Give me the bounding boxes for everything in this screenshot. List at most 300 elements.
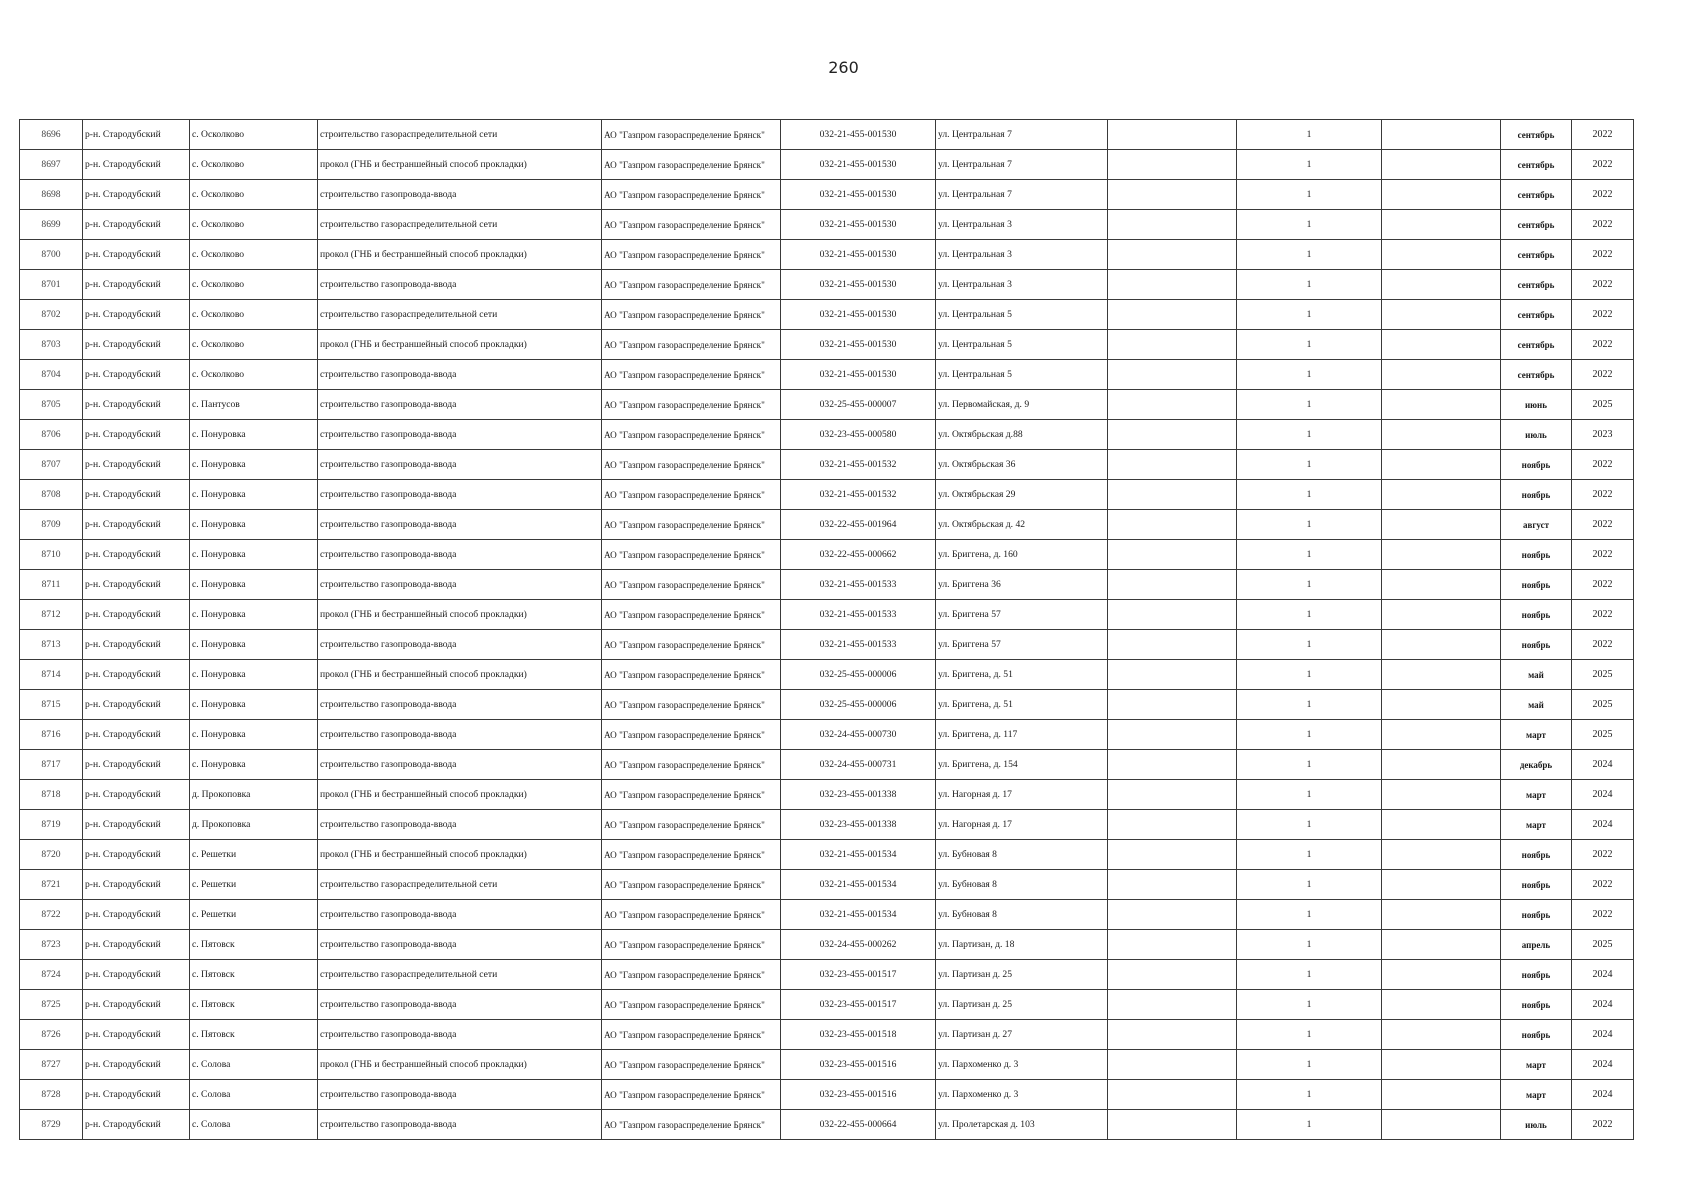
work-type-cell: строительство газопровода-ввода: [318, 810, 602, 840]
object-code-cell: 032-23-455-001338: [781, 780, 936, 810]
work-type-cell: строительство газопровода-ввода: [318, 420, 602, 450]
row-number: 8707: [20, 450, 83, 480]
district-cell: р-н. Стародубский: [83, 1110, 190, 1140]
district-cell: р-н. Стародубский: [83, 870, 190, 900]
object-code-cell: 032-21-455-001530: [781, 210, 936, 240]
empty-cell: [1382, 390, 1501, 420]
month-cell: май: [1501, 690, 1572, 720]
settlement-cell: с. Понуровка: [190, 690, 318, 720]
district-cell: р-н. Стародубский: [83, 900, 190, 930]
address-cell: ул. Бриггена, д. 117: [936, 720, 1108, 750]
month-cell: ноябрь: [1501, 450, 1572, 480]
year-cell: 2025: [1572, 390, 1634, 420]
table-row: [20, 390, 1634, 420]
district-cell: р-н. Стародубский: [83, 720, 190, 750]
empty-cell: [1382, 450, 1501, 480]
quantity-cell: 1: [1237, 1110, 1382, 1140]
address-cell: ул. Бриггена 57: [936, 600, 1108, 630]
object-code-cell: 032-21-455-001530: [781, 120, 936, 150]
table-row: [20, 570, 1634, 600]
work-type-cell: прокол (ГНБ и бестраншейный способ прокладки): [318, 240, 602, 270]
year-cell: 2022: [1572, 450, 1634, 480]
work-type-cell: строительство газопровода-ввода: [318, 540, 602, 570]
empty-cell: [1382, 270, 1501, 300]
settlement-cell: с. Понуровка: [190, 540, 318, 570]
work-type-cell: строительство газопровода-ввода: [318, 270, 602, 300]
settlement-cell: с. Понуровка: [190, 480, 318, 510]
year-cell: 2025: [1572, 660, 1634, 690]
quantity-cell: 1: [1237, 510, 1382, 540]
organization-cell: АО "Газпром газораспределение Брянск": [602, 990, 781, 1020]
table-row: [20, 480, 1634, 510]
organization-cell: АО "Газпром газораспределение Брянск": [602, 420, 781, 450]
district-cell: р-н. Стародубский: [83, 810, 190, 840]
month-cell: апрель: [1501, 930, 1572, 960]
empty-cell: [1108, 960, 1237, 990]
table-row: [20, 540, 1634, 570]
object-code-cell: 032-23-455-001517: [781, 990, 936, 1020]
address-cell: ул. Центральная 7: [936, 180, 1108, 210]
object-code-cell: 032-21-455-001532: [781, 450, 936, 480]
object-code-cell: 032-21-455-001530: [781, 330, 936, 360]
month-cell: ноябрь: [1501, 870, 1572, 900]
address-cell: ул. Нагорная д. 17: [936, 780, 1108, 810]
month-cell: май: [1501, 660, 1572, 690]
object-code-cell: 032-21-455-001532: [781, 480, 936, 510]
object-code-cell: 032-21-455-001530: [781, 180, 936, 210]
empty-cell: [1382, 900, 1501, 930]
organization-cell: АО "Газпром газораспределение Брянск": [602, 180, 781, 210]
month-cell: сентябрь: [1501, 270, 1572, 300]
object-code-cell: 032-23-455-001517: [781, 960, 936, 990]
quantity-cell: 1: [1237, 390, 1382, 420]
table-row: [20, 900, 1634, 930]
year-cell: 2022: [1572, 330, 1634, 360]
settlement-cell: с. Решетки: [190, 900, 318, 930]
settlement-cell: с. Понуровка: [190, 630, 318, 660]
empty-cell: [1108, 630, 1237, 660]
organization-cell: АО "Газпром газораспределение Брянск": [602, 300, 781, 330]
object-code-cell: 032-24-455-000262: [781, 930, 936, 960]
table-row: [20, 750, 1634, 780]
month-cell: ноябрь: [1501, 540, 1572, 570]
settlement-cell: с. Понуровка: [190, 660, 318, 690]
organization-cell: АО "Газпром газораспределение Брянск": [602, 1080, 781, 1110]
year-cell: 2022: [1572, 150, 1634, 180]
address-cell: ул. Октябрьская 36: [936, 450, 1108, 480]
organization-cell: АО "Газпром газораспределение Брянск": [602, 960, 781, 990]
settlement-cell: с. Солова: [190, 1050, 318, 1080]
district-cell: р-н. Стародубский: [83, 270, 190, 300]
quantity-cell: 1: [1237, 1080, 1382, 1110]
table-row: [20, 510, 1634, 540]
month-cell: сентябрь: [1501, 300, 1572, 330]
district-cell: р-н. Стародубский: [83, 510, 190, 540]
quantity-cell: 1: [1237, 930, 1382, 960]
row-number: 8721: [20, 870, 83, 900]
object-code-cell: 032-25-455-000007: [781, 390, 936, 420]
row-number: 8729: [20, 1110, 83, 1140]
district-cell: р-н. Стародубский: [83, 240, 190, 270]
district-cell: р-н. Стародубский: [83, 780, 190, 810]
settlement-cell: с. Понуровка: [190, 450, 318, 480]
district-cell: р-н. Стародубский: [83, 360, 190, 390]
organization-cell: АО "Газпром газораспределение Брянск": [602, 150, 781, 180]
year-cell: 2022: [1572, 630, 1634, 660]
district-cell: р-н. Стародубский: [83, 1080, 190, 1110]
object-code-cell: 032-23-455-000580: [781, 420, 936, 450]
row-number: 8700: [20, 240, 83, 270]
settlement-cell: д. Прокоповка: [190, 780, 318, 810]
address-cell: ул. Центральная 3: [936, 210, 1108, 240]
object-code-cell: 032-21-455-001534: [781, 900, 936, 930]
row-number: 8720: [20, 840, 83, 870]
empty-cell: [1382, 660, 1501, 690]
quantity-cell: 1: [1237, 720, 1382, 750]
empty-cell: [1108, 450, 1237, 480]
row-number: 8696: [20, 120, 83, 150]
object-code-cell: 032-21-455-001534: [781, 870, 936, 900]
address-cell: ул. Бубновая 8: [936, 870, 1108, 900]
organization-cell: АО "Газпром газораспределение Брянск": [602, 330, 781, 360]
object-code-cell: 032-23-455-001338: [781, 810, 936, 840]
object-code-cell: 032-21-455-001533: [781, 600, 936, 630]
settlement-cell: с. Решетки: [190, 870, 318, 900]
address-cell: ул. Нагорная д. 17: [936, 810, 1108, 840]
organization-cell: АО "Газпром газораспределение Брянск": [602, 900, 781, 930]
year-cell: 2024: [1572, 750, 1634, 780]
quantity-cell: 1: [1237, 150, 1382, 180]
organization-cell: АО "Газпром газораспределение Брянск": [602, 690, 781, 720]
work-type-cell: строительство газопровода-ввода: [318, 630, 602, 660]
table-row: [20, 420, 1634, 450]
row-number: 8726: [20, 1020, 83, 1050]
empty-cell: [1108, 240, 1237, 270]
organization-cell: АО "Газпром газораспределение Брянск": [602, 390, 781, 420]
empty-cell: [1108, 570, 1237, 600]
district-cell: р-н. Стародубский: [83, 180, 190, 210]
organization-cell: АО "Газпром газораспределение Брянск": [602, 660, 781, 690]
empty-cell: [1382, 630, 1501, 660]
quantity-cell: 1: [1237, 120, 1382, 150]
month-cell: июль: [1501, 1110, 1572, 1140]
empty-cell: [1108, 540, 1237, 570]
work-type-cell: строительство газопровода-ввода: [318, 570, 602, 600]
settlement-cell: с. Солова: [190, 1080, 318, 1110]
empty-cell: [1108, 690, 1237, 720]
address-cell: ул. Центральная 5: [936, 360, 1108, 390]
row-number: 8719: [20, 810, 83, 840]
address-cell: ул. Бриггена, д. 160: [936, 540, 1108, 570]
month-cell: ноябрь: [1501, 600, 1572, 630]
empty-cell: [1382, 210, 1501, 240]
object-code-cell: 032-21-455-001530: [781, 270, 936, 300]
month-cell: сентябрь: [1501, 210, 1572, 240]
address-cell: ул. Центральная 5: [936, 330, 1108, 360]
address-cell: ул. Центральная 5: [936, 300, 1108, 330]
object-code-cell: 032-21-455-001530: [781, 300, 936, 330]
empty-cell: [1108, 780, 1237, 810]
settlement-cell: с. Осколково: [190, 300, 318, 330]
organization-cell: АО "Газпром газораспределение Брянск": [602, 360, 781, 390]
settlement-cell: с. Осколково: [190, 120, 318, 150]
address-cell: ул. Пархоменко д. 3: [936, 1050, 1108, 1080]
row-number: 8703: [20, 330, 83, 360]
row-number: 8702: [20, 300, 83, 330]
month-cell: ноябрь: [1501, 840, 1572, 870]
district-cell: р-н. Стародубский: [83, 690, 190, 720]
work-type-cell: строительство газопровода-ввода: [318, 990, 602, 1020]
district-cell: р-н. Стародубский: [83, 630, 190, 660]
work-type-cell: строительство газопровода-ввода: [318, 480, 602, 510]
row-number: 8706: [20, 420, 83, 450]
quantity-cell: 1: [1237, 630, 1382, 660]
year-cell: 2022: [1572, 360, 1634, 390]
empty-cell: [1382, 720, 1501, 750]
settlement-cell: с. Осколково: [190, 360, 318, 390]
organization-cell: АО "Газпром газораспределение Брянск": [602, 450, 781, 480]
organization-cell: АО "Газпром газораспределение Брянск": [602, 750, 781, 780]
year-cell: 2024: [1572, 1080, 1634, 1110]
empty-cell: [1382, 570, 1501, 600]
object-code-cell: 032-24-455-000731: [781, 750, 936, 780]
month-cell: март: [1501, 780, 1572, 810]
quantity-cell: 1: [1237, 690, 1382, 720]
month-cell: июль: [1501, 420, 1572, 450]
year-cell: 2022: [1572, 570, 1634, 600]
settlement-cell: с. Осколково: [190, 270, 318, 300]
address-cell: ул. Центральная 3: [936, 240, 1108, 270]
district-cell: р-н. Стародубский: [83, 1020, 190, 1050]
table-row: [20, 360, 1634, 390]
empty-cell: [1382, 1020, 1501, 1050]
month-cell: декабрь: [1501, 750, 1572, 780]
empty-cell: [1108, 360, 1237, 390]
month-cell: март: [1501, 1080, 1572, 1110]
row-number: 8701: [20, 270, 83, 300]
address-cell: ул. Центральная 7: [936, 120, 1108, 150]
settlement-cell: с. Пятовск: [190, 990, 318, 1020]
settlement-cell: с. Осколково: [190, 240, 318, 270]
table-row: [20, 960, 1634, 990]
empty-cell: [1382, 510, 1501, 540]
month-cell: март: [1501, 1050, 1572, 1080]
work-type-cell: строительство газопровода-ввода: [318, 1080, 602, 1110]
empty-cell: [1382, 810, 1501, 840]
month-cell: ноябрь: [1501, 570, 1572, 600]
work-type-cell: строительство газораспределительной сети: [318, 210, 602, 240]
year-cell: 2025: [1572, 930, 1634, 960]
month-cell: август: [1501, 510, 1572, 540]
work-type-cell: прокол (ГНБ и бестраншейный способ прокладки): [318, 780, 602, 810]
quantity-cell: 1: [1237, 1050, 1382, 1080]
empty-cell: [1108, 660, 1237, 690]
work-type-cell: строительство газопровода-ввода: [318, 690, 602, 720]
year-cell: 2024: [1572, 780, 1634, 810]
year-cell: 2024: [1572, 1050, 1634, 1080]
table-row: [20, 450, 1634, 480]
year-cell: 2024: [1572, 990, 1634, 1020]
district-cell: р-н. Стародубский: [83, 390, 190, 420]
settlement-cell: с. Понуровка: [190, 570, 318, 600]
quantity-cell: 1: [1237, 810, 1382, 840]
work-type-cell: прокол (ГНБ и бестраншейный способ прокладки): [318, 1050, 602, 1080]
quantity-cell: 1: [1237, 300, 1382, 330]
work-type-cell: строительство газопровода-ввода: [318, 930, 602, 960]
organization-cell: АО "Газпром газораспределение Брянск": [602, 600, 781, 630]
empty-cell: [1108, 930, 1237, 960]
work-type-cell: строительство газопровода-ввода: [318, 1110, 602, 1140]
year-cell: 2022: [1572, 120, 1634, 150]
row-number: 8728: [20, 1080, 83, 1110]
empty-cell: [1108, 330, 1237, 360]
object-code-cell: 032-23-455-001516: [781, 1050, 936, 1080]
table-row: [20, 1050, 1634, 1080]
work-type-cell: строительство газопровода-ввода: [318, 390, 602, 420]
address-cell: ул. Центральная 7: [936, 150, 1108, 180]
quantity-cell: 1: [1237, 180, 1382, 210]
month-cell: ноябрь: [1501, 630, 1572, 660]
empty-cell: [1382, 960, 1501, 990]
year-cell: 2022: [1572, 210, 1634, 240]
row-number: 8708: [20, 480, 83, 510]
month-cell: ноябрь: [1501, 1020, 1572, 1050]
organization-cell: АО "Газпром газораспределение Брянск": [602, 780, 781, 810]
row-number: 8715: [20, 690, 83, 720]
district-cell: р-н. Стародубский: [83, 570, 190, 600]
empty-cell: [1382, 780, 1501, 810]
settlement-cell: с. Осколково: [190, 180, 318, 210]
year-cell: 2022: [1572, 600, 1634, 630]
empty-cell: [1108, 480, 1237, 510]
organization-cell: АО "Газпром газораспределение Брянск": [602, 840, 781, 870]
table-row: [20, 690, 1634, 720]
row-number: 8698: [20, 180, 83, 210]
row-number: 8711: [20, 570, 83, 600]
empty-cell: [1382, 1080, 1501, 1110]
empty-cell: [1382, 540, 1501, 570]
empty-cell: [1382, 750, 1501, 780]
row-number: 8717: [20, 750, 83, 780]
year-cell: 2022: [1572, 540, 1634, 570]
row-number: 8714: [20, 660, 83, 690]
address-cell: ул. Бриггена, д. 154: [936, 750, 1108, 780]
month-cell: сентябрь: [1501, 330, 1572, 360]
quantity-cell: 1: [1237, 540, 1382, 570]
table-row: [20, 240, 1634, 270]
settlement-cell: д. Прокоповка: [190, 810, 318, 840]
empty-cell: [1382, 600, 1501, 630]
registry-table: [19, 119, 1634, 1140]
row-number: 8712: [20, 600, 83, 630]
address-cell: ул. Бриггена, д. 51: [936, 690, 1108, 720]
row-number: 8705: [20, 390, 83, 420]
quantity-cell: 1: [1237, 990, 1382, 1020]
table-row: [20, 330, 1634, 360]
district-cell: р-н. Стародубский: [83, 330, 190, 360]
page-number: 260: [828, 58, 859, 77]
district-cell: р-н. Стародубский: [83, 540, 190, 570]
organization-cell: АО "Газпром газораспределение Брянск": [602, 120, 781, 150]
empty-cell: [1382, 420, 1501, 450]
row-number: 8704: [20, 360, 83, 390]
table-row: [20, 630, 1634, 660]
object-code-cell: 032-21-455-001530: [781, 360, 936, 390]
work-type-cell: строительство газопровода-ввода: [318, 450, 602, 480]
empty-cell: [1382, 990, 1501, 1020]
quantity-cell: 1: [1237, 750, 1382, 780]
object-code-cell: 032-22-455-000664: [781, 1110, 936, 1140]
settlement-cell: с. Пятовск: [190, 960, 318, 990]
address-cell: ул. Пролетарская д. 103: [936, 1110, 1108, 1140]
year-cell: 2022: [1572, 180, 1634, 210]
address-cell: ул. Партизан д. 25: [936, 960, 1108, 990]
quantity-cell: 1: [1237, 960, 1382, 990]
organization-cell: АО "Газпром газораспределение Брянск": [602, 570, 781, 600]
object-code-cell: 032-25-455-000006: [781, 690, 936, 720]
settlement-cell: с. Понуровка: [190, 750, 318, 780]
address-cell: ул. Бриггена, д. 51: [936, 660, 1108, 690]
district-cell: р-н. Стародубский: [83, 1050, 190, 1080]
empty-cell: [1108, 180, 1237, 210]
district-cell: р-н. Стародубский: [83, 960, 190, 990]
organization-cell: АО "Газпром газораспределение Брянск": [602, 480, 781, 510]
district-cell: р-н. Стародубский: [83, 300, 190, 330]
year-cell: 2024: [1572, 810, 1634, 840]
table-row: [20, 180, 1634, 210]
empty-cell: [1108, 390, 1237, 420]
month-cell: март: [1501, 720, 1572, 750]
organization-cell: АО "Газпром газораспределение Брянск": [602, 930, 781, 960]
object-code-cell: 032-21-455-001534: [781, 840, 936, 870]
settlement-cell: с. Солова: [190, 1110, 318, 1140]
row-number: 8699: [20, 210, 83, 240]
row-number: 8710: [20, 540, 83, 570]
work-type-cell: прокол (ГНБ и бестраншейный способ прокладки): [318, 330, 602, 360]
row-number: 8713: [20, 630, 83, 660]
table-row: [20, 1110, 1634, 1140]
district-cell: р-н. Стародубский: [83, 600, 190, 630]
table-row: [20, 600, 1634, 630]
settlement-cell: с. Осколково: [190, 150, 318, 180]
year-cell: 2023: [1572, 420, 1634, 450]
empty-cell: [1108, 510, 1237, 540]
quantity-cell: 1: [1237, 270, 1382, 300]
empty-cell: [1108, 1020, 1237, 1050]
district-cell: р-н. Стародубский: [83, 660, 190, 690]
work-type-cell: прокол (ГНБ и бестраншейный способ прокладки): [318, 840, 602, 870]
settlement-cell: с. Пантусов: [190, 390, 318, 420]
organization-cell: АО "Газпром газораспределение Брянск": [602, 510, 781, 540]
empty-cell: [1108, 420, 1237, 450]
object-code-cell: 032-23-455-001516: [781, 1080, 936, 1110]
empty-cell: [1382, 870, 1501, 900]
district-cell: р-н. Стародубский: [83, 750, 190, 780]
empty-cell: [1382, 690, 1501, 720]
organization-cell: АО "Газпром газораспределение Брянск": [602, 540, 781, 570]
district-cell: р-н. Стародубский: [83, 210, 190, 240]
organization-cell: АО "Газпром газораспределение Брянск": [602, 1020, 781, 1050]
object-code-cell: 032-25-455-000006: [781, 660, 936, 690]
address-cell: ул. Партизан, д. 18: [936, 930, 1108, 960]
table-row: [20, 990, 1634, 1020]
empty-cell: [1108, 840, 1237, 870]
quantity-cell: 1: [1237, 420, 1382, 450]
address-cell: ул. Партизан д. 25: [936, 990, 1108, 1020]
work-type-cell: прокол (ГНБ и бестраншейный способ прокладки): [318, 150, 602, 180]
organization-cell: АО "Газпром газораспределение Брянск": [602, 720, 781, 750]
address-cell: ул. Бубновая 8: [936, 840, 1108, 870]
